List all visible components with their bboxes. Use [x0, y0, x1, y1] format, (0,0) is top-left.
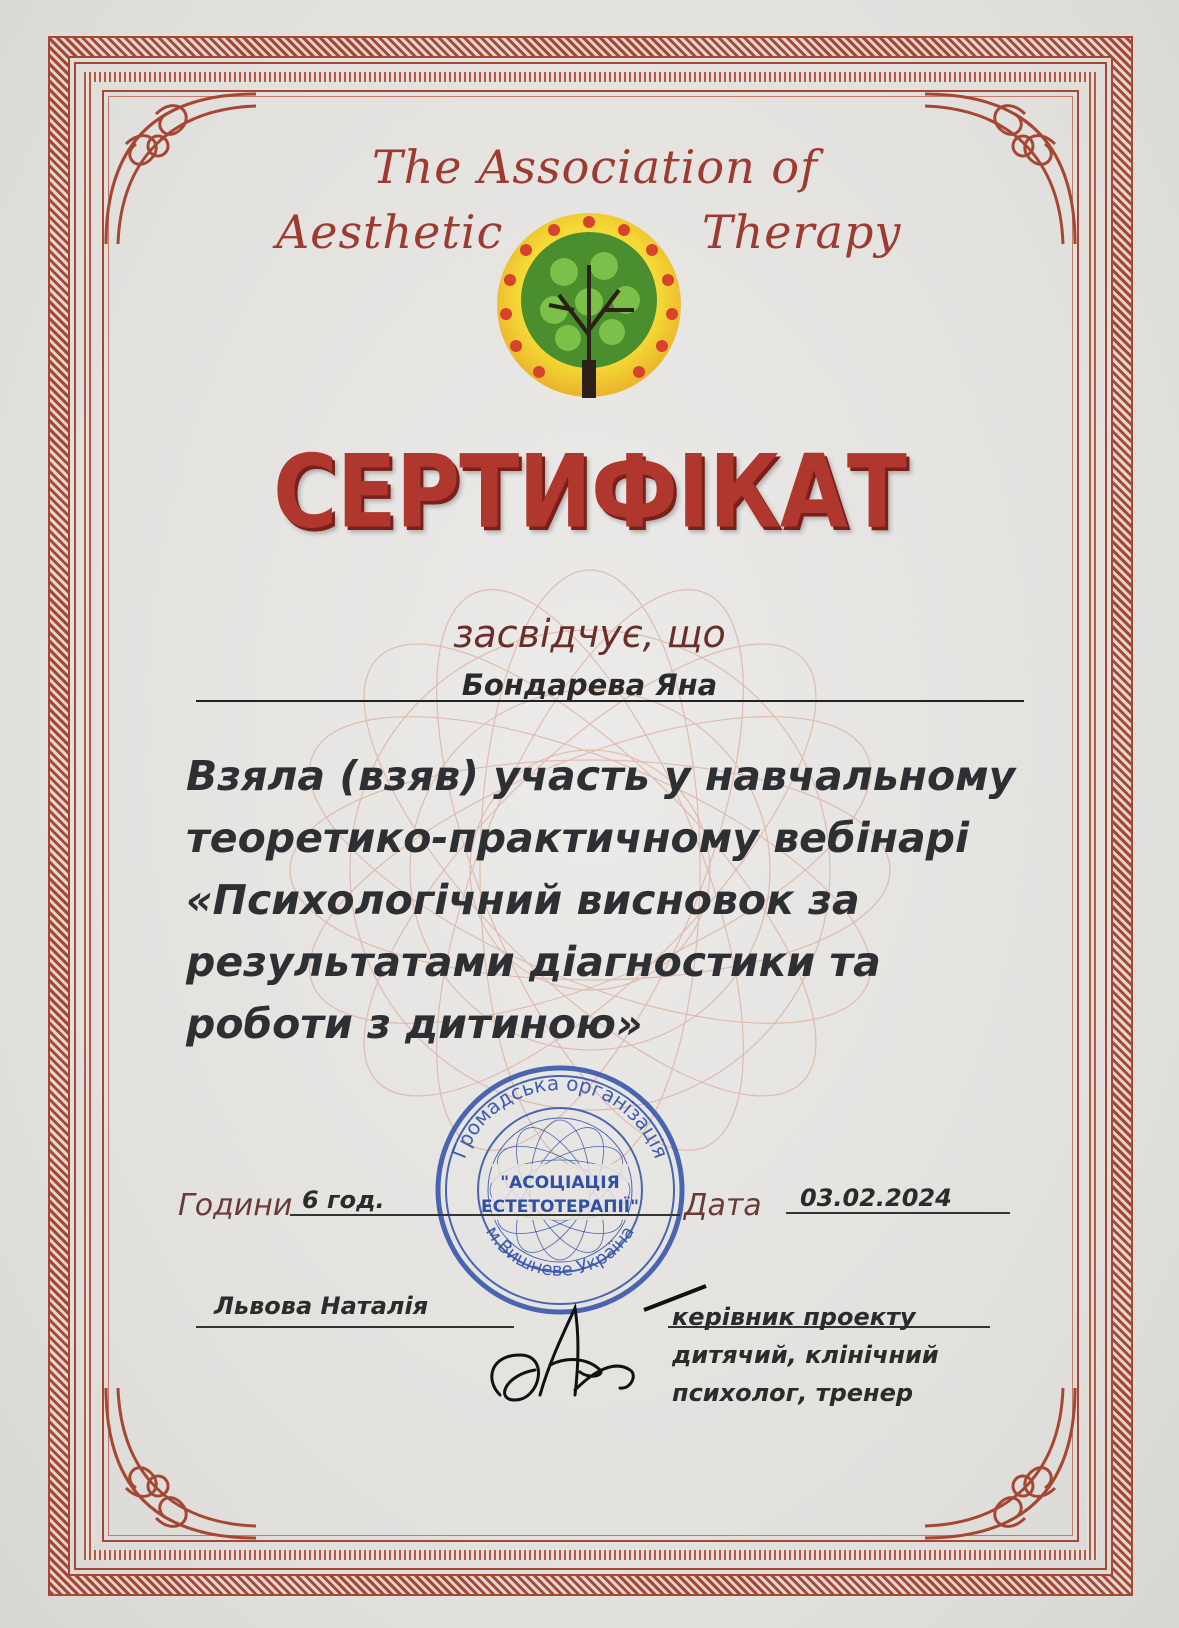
recipient-underline	[196, 700, 1024, 702]
body-line: теоретико-практичному вебінарі	[186, 814, 970, 862]
hours-value: 6 год.	[302, 1186, 385, 1214]
signer-name: Львова Наталія	[214, 1292, 429, 1320]
association-name-aesthetic: Aesthetic	[276, 205, 504, 259]
recipient-name: Бондарева Яна	[461, 668, 718, 702]
corner-ornament-bottom-right	[915, 1378, 1085, 1548]
tree-logo	[494, 210, 684, 400]
role-line: керівник проекту	[672, 1303, 916, 1331]
role-line: дитячий, клінічний	[672, 1341, 939, 1369]
certificate-body	[186, 745, 1046, 1055]
stamp-outer-text: Громадська організація	[446, 1070, 674, 1162]
date-underline	[786, 1212, 1010, 1214]
organization-stamp	[430, 1060, 690, 1320]
signer-underline	[196, 1326, 514, 1328]
certifies-text: засвідчує, що	[453, 612, 726, 656]
handwritten-signature	[480, 1300, 650, 1410]
date-value: 03.02.2024	[800, 1184, 952, 1212]
stamp-center-line2: ЕСТЕТОТЕРАПІЇ"	[481, 1197, 639, 1217]
stamp-bottom-text: м.Вишневе Україна	[481, 1222, 639, 1281]
body-line: результатами діагностики та	[186, 938, 881, 986]
hours-label: Години	[178, 1188, 293, 1223]
role-line: психолог, тренер	[672, 1379, 914, 1407]
signer-role	[672, 1298, 939, 1412]
stamp-center-line1: "АСОЦІАЦІЯ	[500, 1173, 620, 1193]
corner-ornament-bottom-left	[96, 1378, 266, 1548]
body-line: роботи з дитиною»	[186, 1000, 643, 1048]
corner-ornament-top-left	[96, 84, 266, 254]
association-name-line1: The Association of	[372, 140, 819, 194]
date-label: Дата	[684, 1188, 762, 1223]
svg-text:м.Вишневе Україна	[481, 1222, 639, 1280]
body-line: «Психологічний висновок за	[186, 876, 860, 924]
certificate-title: СЕРТИФІКАТ	[273, 432, 906, 551]
association-name-therapy: Therapy	[702, 205, 902, 259]
svg-text:Громадська організація	[447, 1071, 673, 1162]
body-line: Взяла (взяв) участь у навчальному	[186, 752, 1016, 800]
corner-ornament-top-right	[915, 84, 1085, 254]
hours-underline	[290, 1214, 680, 1216]
